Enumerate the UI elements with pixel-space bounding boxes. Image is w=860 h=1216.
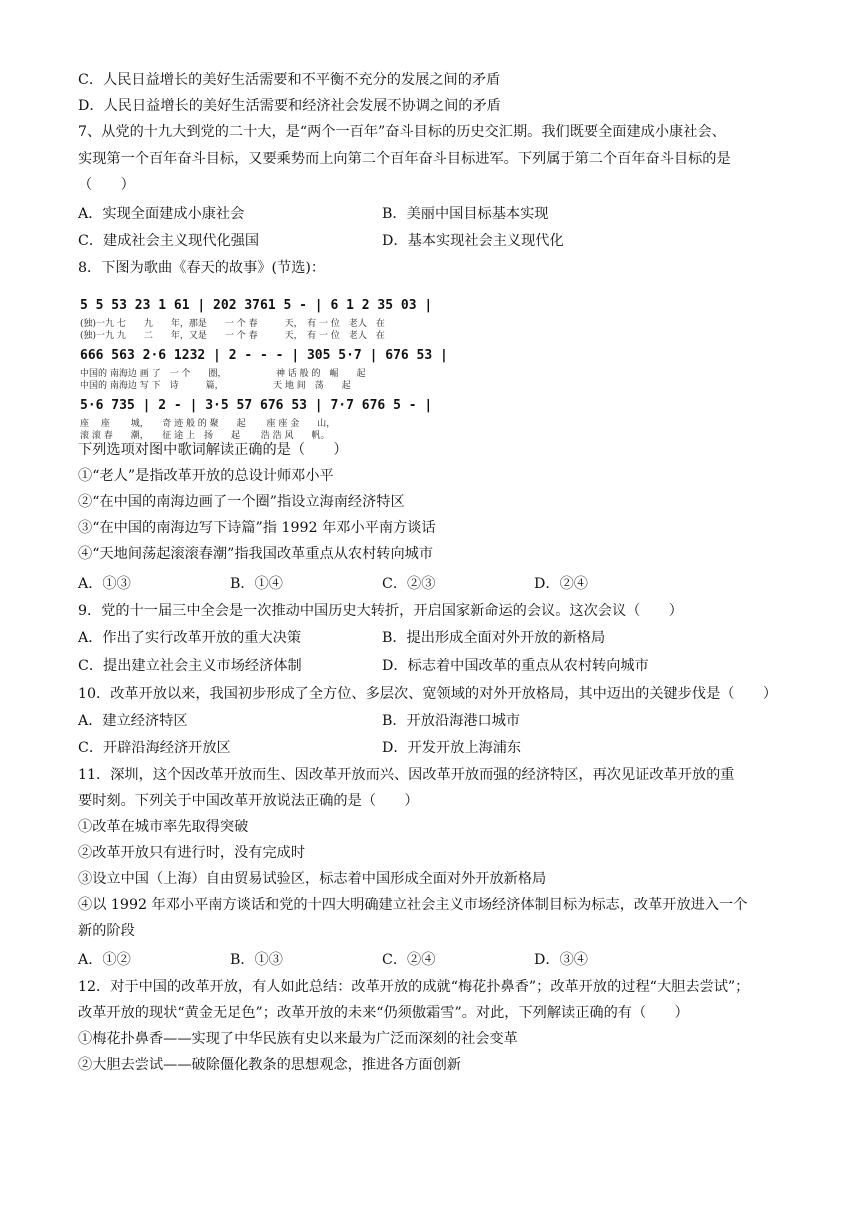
q12-stem-2: 改革开放的现状“黄金无足色”；改革开放的未来“仍须傲霜雪”。对此，下列解读正确的有（ ） [78,1005,689,1021]
q12-stem-1: 12．对于中国的改革开放，有人如此总结：改革开放的成就“梅花扑鼻香”；改革开放的过程“大胆去尝试”； [78,979,750,995]
q9-option-b: B．提出形成全面对外开放的新格局 [382,630,606,646]
q7-option-b: B．美丽中国目标基本实现 [382,206,549,222]
q12-statement-2: ②大胆去尝试——破除僵化教条的思想观念，推进各方面创新 [78,1057,462,1073]
q8-option-b: B．①④ [230,576,283,592]
q8-statement-4: ④“天地间荡起滚滚春潮”指我国改革重点从农村转向城市 [78,546,434,562]
q7-stem-1: 7、从党的十九大到党的二十大，是“两个一百年”奋斗目标的历史交汇期。我们既要全面建成小康社会、 [78,124,726,140]
q11-statement-3: ③设立中国（上海）自由贸易试验区，标志着中国形成全面对外开放新格局 [78,871,547,887]
q10-option-c: C．开辟沿海经济开放区 [78,740,231,756]
q9-option-c: C．提出建立社会主义市场经济体制 [78,658,302,674]
q11-option-a: A．①② [78,952,131,968]
score-row-3-lyrics-1: 座 座 城， 奇 迹 般 的 聚 起 座 座 金 山， [80,419,336,429]
q11-statement-1: ①改革在城市率先取得突破 [78,819,249,835]
line-d-option: D．人民日益增长的美好生活需要和经济社会发展不协调之间的矛盾 [78,98,501,114]
q10-stem: 10．改革开放以来，我国初步形成了全方位、多层次、宽领域的对外开放格局，其中迈出的关键步伐是（ ） [78,686,778,702]
q7-option-c: C．建成社会主义现代化强国 [78,233,260,249]
q10-option-d: D．开发开放上海浦东 [382,740,522,756]
q11-statement-4a: ④以 1992 年邓小平南方谈话和党的十四大明确建立社会主义市场经济体制目标为标志，改革开放进入一个 [78,897,748,913]
q9-option-a: A．作出了实行改革开放的重大决策 [78,630,302,646]
q8-question: 下列选项对图中歌词解读正确的是（ ） [78,442,348,458]
score-row-2-lyrics-2: 中国的 南海边 写 下 诗 篇， 天 地 间 荡 起 [80,381,351,391]
q7-option-d: D．基本实现社会主义现代化 [382,233,564,249]
score-row-1-lyrics-2: (独)一九 九 二 年，又是 一 个 春 天， 有 一 位 老人 在 [80,331,385,341]
q11-option-c: C．②④ [382,952,436,968]
q11-statement-4b: 新的阶段 [78,923,135,939]
q11-stem-1: 11．深圳，这个因改革开放而生、因改革开放而兴、因改革开放而强的经济特区，再次见证改革开放的重 [78,767,735,783]
q8-statement-3: ③“在中国的南海边写下诗篇”指 1992 年邓小平南方谈话 [78,520,436,536]
q8-option-c: C．②③ [382,576,436,592]
score-row-1-lyrics-1: (独)一九 七 九 年，那是 一 个 春 天， 有 一 位 老人 在 [80,319,385,329]
q8-statement-1: ①“老人”是指改革开放的总设计师邓小平 [78,468,334,484]
q11-stem-2: 要时刻。下列关于中国改革开放说法正确的是（ ） [78,793,419,809]
score-row-2-lyrics-1: 中国的 南海边 画 了 一 个 圈， 神 话 般 的 崛 起 [80,369,366,379]
q11-statement-2: ②改革开放只有进行时，没有完成时 [78,845,306,861]
q8-stem: 8．下图为歌曲《春天的故事》(节选)： [78,260,326,276]
score-row-1-notes: 5 5 53 23 1 61 | 202 3761 5 - | 6 1 2 35 03 | [80,298,433,313]
line-c-option: C．人民日益增长的美好生活需要和不平衡不充分的发展之间的矛盾 [78,72,501,88]
q8-statement-2: ②“在中国的南海边画了一个圈”指设立海南经济特区 [78,494,405,510]
q9-stem: 9．党的十一届三中全会是一次推动中国历史大转折，开启国家新命运的会议。这次会议（ ） [78,603,683,619]
q12-statement-1: ①梅花扑鼻香——实现了中华民族有史以来最为广泛而深刻的社会变革 [78,1031,518,1047]
q7-stem-3: （ ） [78,177,135,193]
q11-option-b: B．①③ [230,952,283,968]
q9-option-d: D．标志着中国改革的重点从农村转向城市 [382,658,649,674]
q8-option-a: A．①③ [78,576,131,592]
q7-option-a: A．实现全面建成小康社会 [78,206,245,222]
q11-option-d: D．③④ [534,952,588,968]
q10-option-a: A．建立经济特区 [78,713,188,729]
q7-stem-2: 实现第一个百年奋斗目标，又要乘势而上向第二个百年奋斗目标进军。下列属于第二个百年奋斗目标的是 [78,151,731,167]
score-row-3-notes: 5·6 735 | 2 - | 3·5 57 676 53 | 7·7 676 5 - | [80,398,433,413]
score-row-2-notes: 666 563 2·6 1232 | 2 - - - | 305 5·7 | 676 53 | [80,348,448,363]
q10-option-b: B．开放沿海港口城市 [382,713,521,729]
music-score [80,294,450,454]
score-row-3-lyrics-2: 滚 滚 春 潮， 征 途 上 扬 起 浩 浩 风 帆。 [80,431,330,441]
q8-option-d: D．②④ [534,576,588,592]
